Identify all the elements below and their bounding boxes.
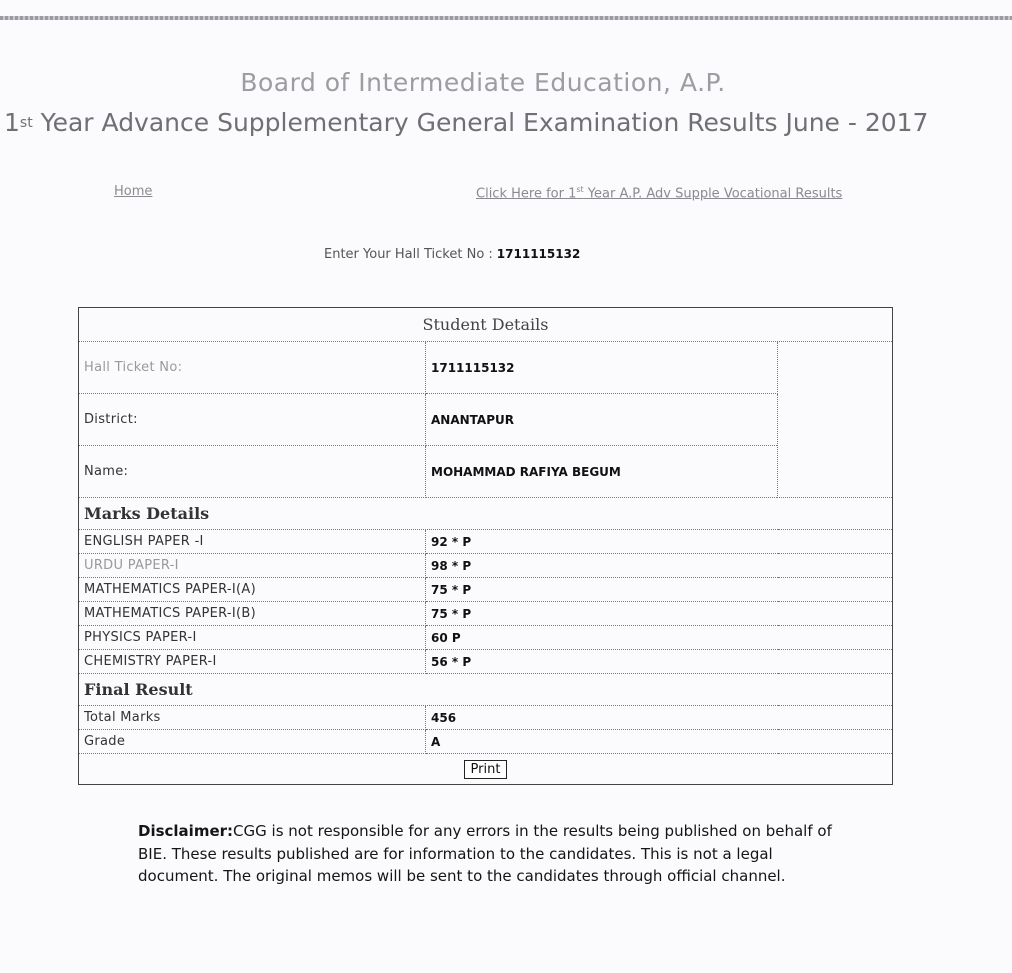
student-details-heading: Student Details [79,308,893,342]
exam-title-sup: st [19,115,33,131]
exam-title-rest: Year Advance Supplementary General Examination Results June - 2017 [32,108,929,137]
subject-mark: 92 * P [426,530,893,554]
total-marks-label: Total Marks [79,706,426,730]
grade-label: Grade [79,730,426,754]
district-label: District: [79,394,426,446]
subject-mark: 75 * P [426,578,893,602]
exam-title-year: 1 [4,108,20,137]
voc-link-sup: st [576,185,584,194]
photo-box [778,342,893,498]
print-cell [79,754,893,785]
top-divider [0,16,1012,20]
subject-mark: 75 * P [426,602,893,626]
district-value: ANANTAPUR [426,394,778,446]
name-label: Name: [79,446,426,498]
disclaimer-text: CGG is not responsible for any errors in the results being published on behalf of BIE. These results published are for information to the candidates. This is not a legal document. The original memos will be sent to the candidates through official channel. [138,822,832,885]
board-title: Board of Intermediate Education, A.P. [240,68,726,97]
home-link[interactable]: Home [114,184,153,199]
subject-mark: 98 * P [426,554,893,578]
table-row [79,650,893,674]
results-table [78,307,893,785]
table-row [79,602,893,626]
subject-mark: 56 * P [426,650,893,674]
voc-link-prefix: Click Here for 1 [476,186,577,202]
grade-value: A [426,730,893,754]
hall-ticket-prompt-label: Enter Your Hall Ticket No : [324,247,493,262]
subject-name: MATHEMATICS PAPER-I(A) [79,578,426,602]
subject-name: CHEMISTRY PAPER-I [79,650,426,674]
final-result-heading: Final Result [79,674,893,706]
subject-name: PHYSICS PAPER-I [79,626,426,650]
subject-name: ENGLISH PAPER -I [79,530,426,554]
table-row [79,578,893,602]
voc-link-rest: Year A.P. Adv Supple Vocational Results [583,186,843,202]
exam-title [4,108,994,137]
hall-ticket-label: Hall Ticket No: [79,342,426,394]
hall-ticket-prompt [324,247,580,262]
subject-name: URDU PAPER-I [79,554,426,578]
table-row [79,530,893,554]
table-row [79,626,893,650]
name-value: MOHAMMAD RAFIYA BEGUM [426,446,778,498]
marks-details-heading: Marks Details [79,498,893,530]
hall-ticket-value: 1711115132 [426,342,778,394]
vocational-results-link[interactable] [476,185,842,201]
total-marks-value: 456 [426,706,893,730]
hall-ticket-prompt-value: 1711115132 [496,247,581,261]
print-button[interactable]: Print [464,760,508,779]
subject-name: MATHEMATICS PAPER-I(B) [79,602,426,626]
disclaimer [138,820,838,888]
disclaimer-prefix: Disclaimer: [138,822,234,840]
table-row [79,554,893,578]
subject-mark: 60 P [426,626,893,650]
